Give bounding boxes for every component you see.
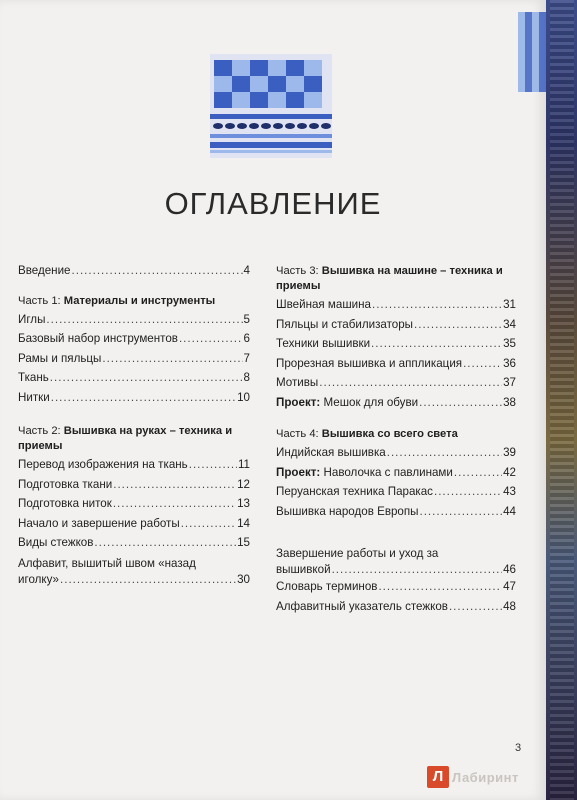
leader-dots <box>371 337 502 350</box>
project-label: Проект: <box>276 465 321 479</box>
part4-heading <box>276 427 516 442</box>
toc-entry[interactable] <box>18 352 250 372</box>
toc-entry[interactable] <box>18 478 250 498</box>
toc-entry-intro[interactable] <box>18 264 250 284</box>
entry-page: 14 <box>237 516 250 530</box>
entry-page: 48 <box>503 599 516 613</box>
watermark-text: Лабиринт <box>452 770 519 785</box>
part-prefix: Часть 1: <box>18 294 64 307</box>
leader-dots <box>454 466 502 479</box>
part-title-line1: Вышивка на машине – техника и <box>321 265 503 277</box>
leader-dots <box>46 313 242 326</box>
entry-page: 10 <box>237 390 250 404</box>
entry-page: 38 <box>503 395 516 409</box>
entry-title: Пяльцы и стабилизаторы <box>276 317 414 331</box>
entry-title: Мотивы <box>276 376 319 389</box>
toc-entry[interactable] <box>276 505 516 525</box>
entry-page: 7 <box>243 351 250 365</box>
toc-entry[interactable] <box>18 458 250 478</box>
embroidery-corner-motif <box>518 12 546 92</box>
entry-title: Индийская вышивка <box>276 446 386 459</box>
toc-entry[interactable] <box>276 446 516 466</box>
leader-dots <box>94 536 236 549</box>
leader-dots <box>419 396 502 409</box>
toc-entry[interactable] <box>276 600 516 620</box>
section-gap <box>276 524 516 546</box>
entry-title-line1: Завершение работы и уход за <box>276 547 439 560</box>
toc-right-column <box>276 264 516 619</box>
entry-title: Нитки <box>18 390 50 404</box>
entry-page: 15 <box>237 536 250 549</box>
entry-page: 4 <box>243 264 250 277</box>
entry-title: Базовый набор инструментов <box>18 332 178 345</box>
part-title: Вышивка со всего света <box>321 428 458 440</box>
leader-dots <box>72 264 243 277</box>
leader-dots <box>419 505 502 518</box>
toc-entry[interactable] <box>276 485 516 505</box>
entry-title: Перуанская техника Паракас <box>276 485 433 498</box>
part2-heading <box>18 424 250 454</box>
toc-entry[interactable] <box>276 580 516 600</box>
entry-title: Виды стежков <box>18 536 94 549</box>
leader-dots <box>332 562 503 578</box>
leader-dots <box>50 371 243 384</box>
entry-page: 36 <box>503 356 516 370</box>
toc-entry[interactable] <box>276 298 516 318</box>
entry-title: Начало и завершение работы <box>18 516 180 530</box>
toc-entry[interactable] <box>18 371 250 391</box>
part-title-line1: Вышивка на руках – техника и <box>63 425 233 437</box>
entry-title: Мешок для обуви <box>320 395 419 409</box>
entry-page: 42 <box>503 465 516 479</box>
toc-entry[interactable] <box>18 391 250 411</box>
leader-dots <box>414 318 502 331</box>
entry-title: Словарь терминов <box>276 580 378 593</box>
leader-dots <box>179 332 243 345</box>
part1-heading <box>18 294 250 309</box>
entry-page: 11 <box>237 458 250 471</box>
entry-page: 8 <box>243 371 250 384</box>
part-title: Материалы и инструменты <box>63 294 216 307</box>
entry-page: 5 <box>243 312 250 326</box>
leader-dots <box>189 458 237 471</box>
toc-entry-project[interactable] <box>276 466 516 486</box>
toc-entry-care[interactable] <box>276 546 516 580</box>
entry-page: 44 <box>503 504 516 518</box>
entry-title: Вышивка народов Европы <box>276 504 419 518</box>
entry-title: Перевод изображения на ткань <box>18 458 188 471</box>
leader-dots <box>102 352 242 365</box>
part-prefix: Часть 2: <box>18 425 64 437</box>
entry-title: Алфавитный указатель стежков <box>276 599 448 613</box>
part-title-line2: приемы <box>276 280 321 292</box>
part3-heading <box>276 264 516 294</box>
entry-title: Иглы <box>18 312 46 326</box>
leader-dots <box>181 517 236 530</box>
leader-dots <box>387 446 502 459</box>
entry-title-line2: вышивкой <box>276 563 331 576</box>
toc-left-column <box>18 264 250 588</box>
project-label: Проект: <box>276 395 321 409</box>
entry-title: Рамы и пяльцы <box>18 351 102 365</box>
leader-dots <box>113 497 236 510</box>
leader-dots <box>51 391 236 404</box>
entry-title: Прорезная вышивка и аппликация <box>276 356 463 370</box>
toc-entry[interactable] <box>276 376 516 396</box>
entry-title: Наволочка с павлинами <box>320 465 453 479</box>
watermark-logo-icon: Л <box>427 766 449 788</box>
entry-page: 43 <box>503 485 516 498</box>
leader-dots <box>434 485 502 498</box>
leader-dots <box>113 478 236 491</box>
entry-title: Подготовка ниток <box>18 497 112 510</box>
entry-title: Подготовка ткани <box>18 477 113 491</box>
toc-entry[interactable] <box>18 497 250 517</box>
entry-title-line2: иголку» <box>18 572 59 586</box>
entry-title: Ткань <box>18 371 49 384</box>
embroidery-motif <box>210 54 332 158</box>
entry-page: 30 <box>237 572 250 586</box>
toc-entry[interactable] <box>18 313 250 333</box>
entry-title: Техники вышивки <box>276 337 371 350</box>
entry-page: 12 <box>237 477 250 491</box>
entry-title: Швейная машина <box>276 298 371 311</box>
page-number: 3 <box>515 742 522 754</box>
toc-entry[interactable] <box>276 357 516 377</box>
toc-entry-project[interactable] <box>276 396 516 416</box>
entry-page: 39 <box>503 446 516 459</box>
page-stack <box>550 0 574 800</box>
page-title: ОГЛАВЛЕНИЕ <box>164 186 382 221</box>
part-prefix: Часть 4: <box>276 428 322 440</box>
toc-entry[interactable] <box>18 332 250 352</box>
entry-title: Введение <box>18 264 71 277</box>
entry-page: 37 <box>503 376 516 389</box>
entry-page: 34 <box>503 317 516 331</box>
entry-page: 35 <box>503 337 516 350</box>
entry-page: 31 <box>503 298 516 311</box>
leader-dots <box>378 580 502 593</box>
leader-dots <box>60 572 236 588</box>
entry-title-line1: Алфавит, вышитый швом «назад <box>18 556 196 570</box>
entry-page: 6 <box>243 332 250 345</box>
toc-entry[interactable] <box>18 536 250 556</box>
toc-entry[interactable] <box>18 517 250 537</box>
toc-entry[interactable] <box>276 318 516 338</box>
leader-dots <box>449 600 502 613</box>
leader-dots <box>372 298 502 311</box>
toc-entry-alphabet[interactable] <box>18 556 250 588</box>
entry-page: 47 <box>503 580 516 593</box>
part-prefix: Часть 3: <box>276 265 322 277</box>
leader-dots <box>319 376 502 389</box>
entry-page: 46 <box>503 563 516 576</box>
part-title-line2: приемы <box>18 440 63 452</box>
leader-dots <box>463 357 502 370</box>
entry-page: 13 <box>237 497 250 510</box>
toc-entry[interactable] <box>276 337 516 357</box>
